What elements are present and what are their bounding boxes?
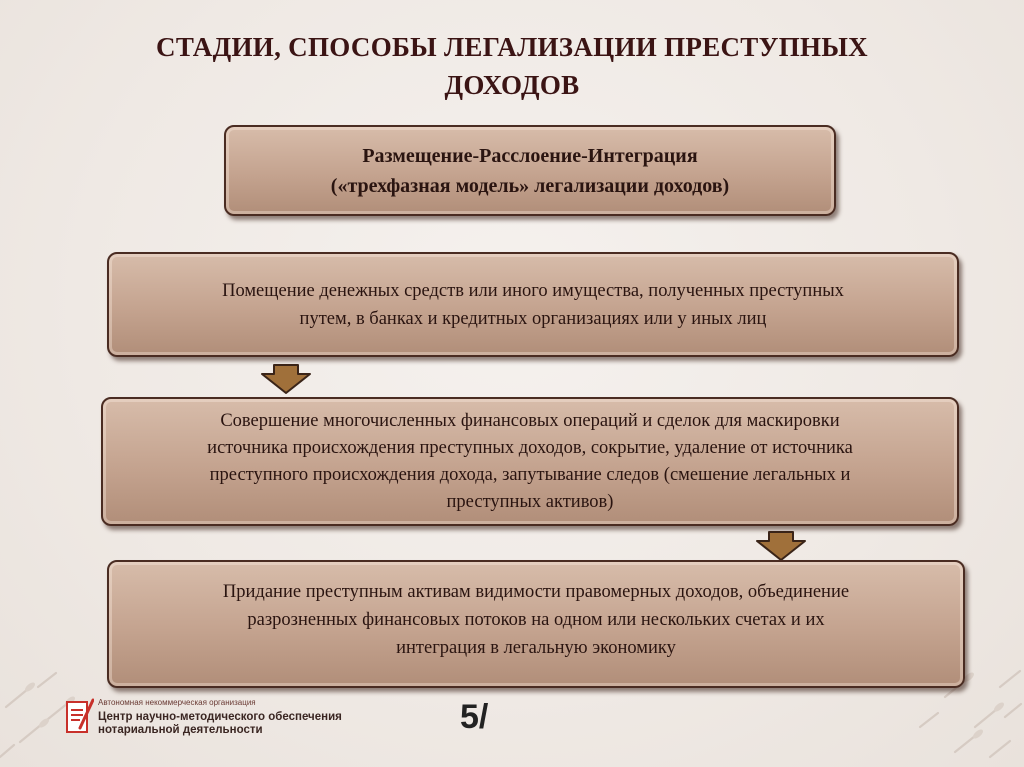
- stage-2-line-3: преступного происхождения дохода, запутывание следов (смешение легальных и: [209, 464, 851, 485]
- stage-3-line-2: разрозненных финансовых потоков на одном или нескольких счетах и их: [247, 610, 825, 630]
- org-name: [98, 711, 342, 737]
- stage-3-line-1: Придание преступным активам видимости правомерных доходов, объединение: [222, 582, 850, 602]
- stage-2-line-4: преступных активов): [446, 491, 614, 512]
- stage-integration-box: [107, 560, 965, 688]
- model-line-2: («трехфазная модель» легализации доходов): [330, 174, 730, 197]
- org-name-line-2: нотариальной деятельности: [98, 724, 263, 736]
- stage-layering-box: [101, 397, 959, 526]
- slide-title: [60, 28, 964, 104]
- org-type-label: Автономная некоммерческая организация: [98, 698, 256, 707]
- model-box: [224, 125, 836, 216]
- stage-2-line-1: Совершение многочисленных финансовых операций и сделок для маскировки: [220, 410, 840, 431]
- notary-center-logo: [66, 698, 94, 734]
- model-line-1: Размещение-Расслоение-Интеграция: [362, 144, 698, 167]
- stage-placement-box: [107, 252, 959, 357]
- stage-2-line-2: источника происхождения преступных доходов, сокрытие, удаление от источника: [207, 437, 853, 458]
- stage-1-line-2: путем, в банках и кредитных организациях или у иных лиц: [299, 308, 767, 329]
- org-name-line-1: Центр научно-методического обеспечения: [98, 711, 342, 723]
- page-number: 5/: [460, 698, 489, 736]
- stage-3-line-3: интеграция в легальную экономику: [396, 638, 676, 658]
- down-arrow-icon: [260, 364, 312, 394]
- title-line-2: ДОХОДОВ: [444, 70, 580, 100]
- title-line-1: СТАДИИ, СПОСОБЫ ЛЕГАЛИЗАЦИИ ПРЕСТУПНЫХ: [156, 32, 868, 62]
- stage-1-line-1: Помещение денежных средств или иного имущества, полученных преступных: [222, 280, 844, 301]
- down-arrow-icon: [755, 531, 807, 561]
